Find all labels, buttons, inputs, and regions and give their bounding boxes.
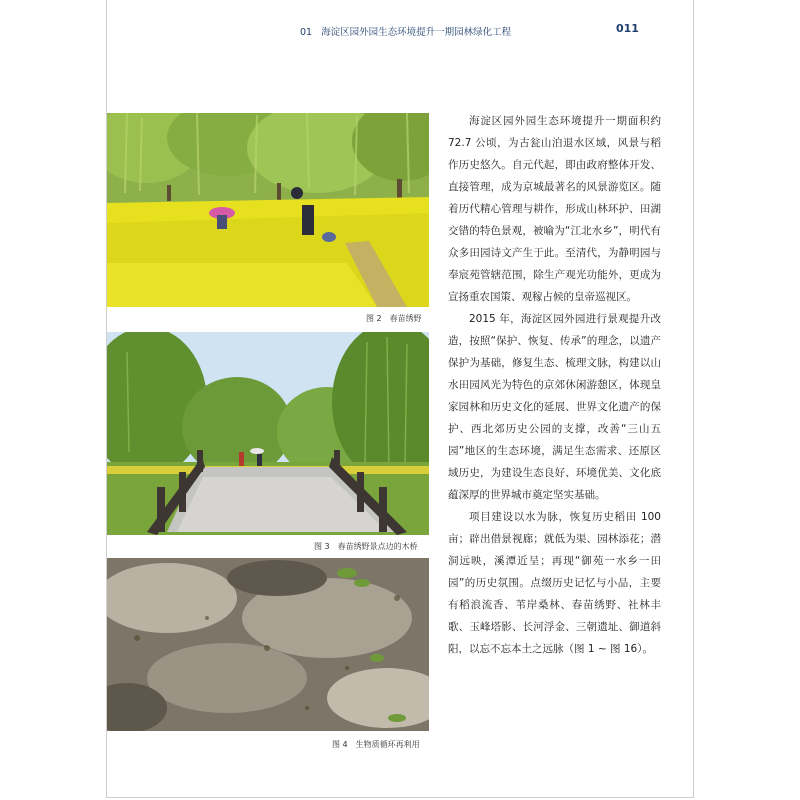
figure-2-photo <box>107 113 429 307</box>
chapter-number: 01 <box>300 27 313 38</box>
figure-4-photo <box>107 558 429 731</box>
chapter-title: 海淀区园外园生态环境提升一期园林绿化工程 <box>321 27 512 38</box>
figure-2-caption: 图 2 春苗绣野 <box>366 314 422 323</box>
page-number: 011 <box>616 22 639 35</box>
paragraph: 2015 年，海淀区园外园进行景观提升改造，按照“保护、恢复、传承”的理念，以遗产保护为基础，修复生态、梳理文脉，构建以山水田园风光为特色的京郊休闲游憩区，体现皇家园林和历史文化的延展、世界文化遗产的保护、西北郊历史公园的支撑，改善“三山五园”地区的生态环境，满足生态需求、还原区域历史，为建设生态良好、环境优美、文化底蕴深厚的世界城市奠定坚实基础。 <box>448 313 661 501</box>
figure-3-photo <box>107 332 429 535</box>
running-header <box>300 22 639 42</box>
paragraph: 项目建设以水为脉，恢复历史稻田 100 亩；辟出借景视廊；就低为渠、园林添花；潜洞远映，溪潭近呈；再现“御苑一水乡一田园”的历史氛围。点缀历史记忆与小品，主要有稻浪流香、苇岸桑林、春苗绣野、社林丰歌、玉峰塔影、长河浮金、三朝遗址、御道斜阳，以忘不忘本土之远脉（图 1 ~ 图 16）。 <box>448 511 661 655</box>
paragraph: 海淀区园外园生态环境提升一期面积约 72.7 公顷，为古瓮山泊退水区域，风景与稻作历史悠久。自元代起，即由政府整体开发、直接管理，成为京城最著名的风景游览区。随着历代精心管理与耕作，形成山林环护、田湖交错的特色景观，被喻为“江北水乡”，明代有众多田园诗文产生于此。至清代，为静明园与奉宸苑管辖范围，除生产观光功能外，更成为宣扬重农国策、观稼占候的皇帝巡视区。 <box>448 115 661 303</box>
figure-3-caption: 图 3 春苗绣野景点边的木桥 <box>314 542 418 551</box>
body-text <box>448 110 661 660</box>
figure-4-caption: 图 4 生物质循环再利用 <box>332 740 420 749</box>
